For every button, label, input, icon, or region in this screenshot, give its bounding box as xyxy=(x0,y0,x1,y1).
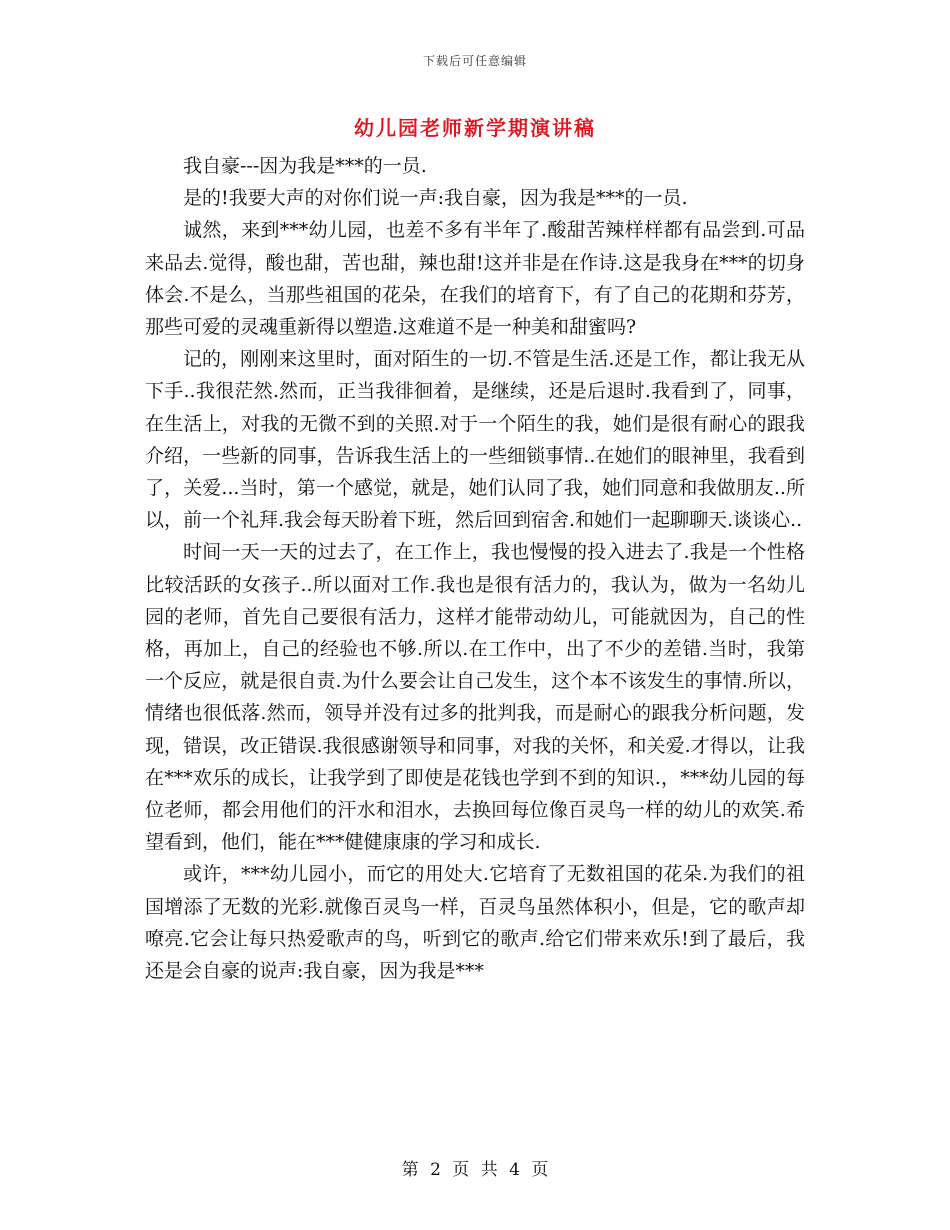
paragraph-3: 诚然，来到***幼儿园，也差不多有半年了.酸甜苦辣样样都有品尝到.可品来品去.觉得，酸也甜，苦也甜，辣也甜!这并非是在作诗.这是我身在***的切身体会.不是么，当那些祖国的花朵，在我们的培育下，有了自己的花期和芬芳，那些可爱的灵魂重新得以塑造.这难道不是一种美和甜蜜吗? xyxy=(145,219,805,339)
paragraph-5: 时间一天一天的过去了，在工作上，我也慢慢的投入进去了.我是一个性格比较活跃的女孩子..所以面对工作.我也是很有活力的，我认为，做为一名幼儿园的老师，首先自己要很有活力，这样才能带动幼儿，可能就因为，自己的性格，再加上，自己的经验也不够.所以.在工作中，出了不少的差错.当时，我第一个反应，就是很自责.为什么要会让自己发生，这个本不该发生的事情.所以，情绪也很低落.然而，领导并没有过多的批判我，而是耐心的跟我分析问题，发现，错误，改正错误.我很感谢领导和同事，对我的关怀，和关爱.才得以，让我在***欢乐的成长，让我学到了即使是花钱也学到不到的知识.，***幼儿园的每位老师，都会用他们的汗水和泪水，去换回每位像百灵鸟一样的幼儿的欢笑.希望看到，他们，能在***健健康康的学习和成长. xyxy=(145,541,805,854)
document-title: 幼儿园老师新学期演讲稿 xyxy=(354,116,596,140)
paragraph-6: 或许，***幼儿园小，而它的用处大.它培育了无数祖国的花朵.为我们的祖国增添了无数的光彩.就像百灵鸟一样，百灵鸟虽然体积小，但是，它的歌声却嘹亮.它会让每只热爱歌声的鸟，听到它的歌声.给它们带来欢乐!到了最后，我还是会自豪的说声:我自豪，因为我是*** xyxy=(145,863,805,983)
document-body xyxy=(145,150,805,987)
paragraph-2: 是的!我要大声的对你们说一声:我自豪，因为我是***的一员. xyxy=(183,187,688,210)
page-header-note: 下载后可任意编辑 xyxy=(422,54,527,68)
paragraph-1: 我自豪---因为我是***的一员. xyxy=(183,155,427,177)
paragraph-4: 记的，刚刚来这里时，面对陌生的一切.不管是生活.还是工作，都让我无从下手..我很茫然.然而，正当我徘徊着，是继续，还是后退时.我看到了，同事，在生活上，对我的无微不到的关照.对于一个陌生的我，她们是很有耐心的跟我介绍，一些新的同事，告诉我生活上的一些细锁事情..在她们的眼神里，我看到了，关爱...当时，第一个感觉，就是，她们认同了我，她们同意和我做朋友..所以，前一个礼拜.我会每天盼着下班，然后回到宿舍.和她们一起聊聊天.谈谈心.. xyxy=(145,348,805,532)
page-number-footer: 第 2 页 共 4 页 xyxy=(401,1160,549,1180)
